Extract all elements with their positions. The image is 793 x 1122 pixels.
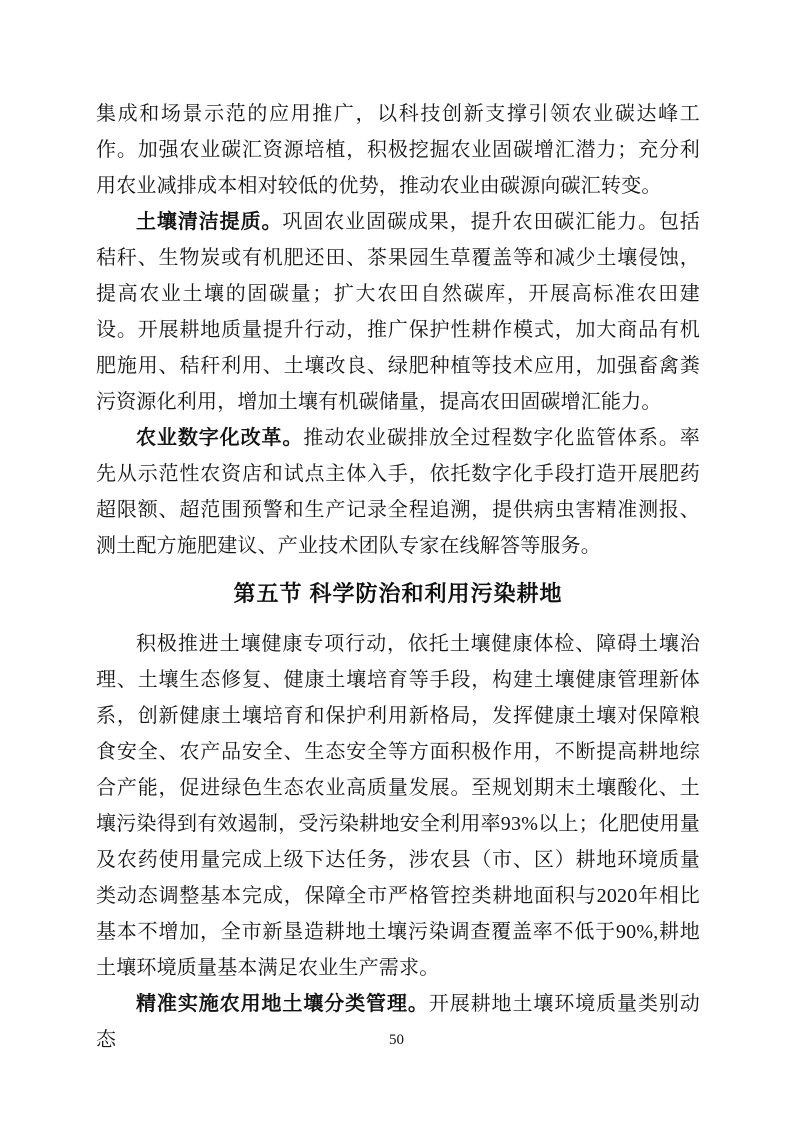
- paragraph: 土壤清洁提质。巩固农业固碳成果，提升农田碳汇能力。包括秸秆、生物炭或有机肥还田、茶果园生草覆盖等和减少土壤侵蚀，提高农业土壤的固碳量；扩大农田自然碳库，开展高标准农田建设。开展耕地质量提升行动，推广保护性耕作模式，加大商品有机肥施用、秸秆利用、土壤改良、绿肥种植等技术应用，加强畜禽粪污资源化利用，增加土壤有机碳储量，提高农田固碳增汇能力。: [96, 211, 700, 413]
- paragraph-lead: 农业数字化改革。: [136, 427, 304, 449]
- paragraph-lead: 土壤清洁提质。: [136, 211, 283, 233]
- paragraph: 积极推进土壤健康专项行动，依托土壤健康体检、障碍土壤治理、土壤生态修复、健康土壤培育等手段，构建土壤健康管理新体系，创新健康土壤培育和保护利用新格局，发挥健康土壤对保障粮食安全、农产品安全、生态安全等方面积极作用，不断提高耕地综合产能，促进绿色生态农业高质量发展。至规划期末土壤酸化、土壤污染得到有效遏制，受污染耕地安全利用率93%以上；化肥使用量及农药使用量完成上级下达任务，涉农县（市、区）耕地环境质量类动态调整基本完成，保障全市严格管控类耕地面积与2020年相比基本不增加，全市新垦造耕地土壤污染调查覆盖率不低于90%,耕地土壤环境质量基本满足农业生产需求。: [96, 633, 700, 979]
- paragraph-lead: 精准实施农用地土壤分类管理。: [136, 993, 429, 1015]
- paragraph: 集成和场景示范的应用推广，以科技创新支撑引领农业碳达峰工作。加强农业碳汇资源培植，积极挖掘农业固碳增汇潜力；充分利用农业减排成本相对较低的优势，推动农业由碳源向碳汇转变。: [96, 103, 700, 197]
- paragraph: 精准实施农用地土壤分类管理。开展耕地土壤环境质量类别动态: [96, 993, 700, 1051]
- document-body: [96, 96, 700, 1058]
- section-heading: 第五节 科学防治和利用污染耕地: [233, 581, 563, 606]
- page-number: 50: [389, 1032, 404, 1048]
- paragraph: 农业数字化改革。推动农业碳排放全过程数字化监管体系。率先从示范性农资店和试点主体入手，依托数字化手段打造开展肥药超限额、超范围预警和生产记录全程追溯，提供病虫害精准测报、测土配方施肥建议、产业技术团队专家在线解答等服务。: [96, 427, 700, 557]
